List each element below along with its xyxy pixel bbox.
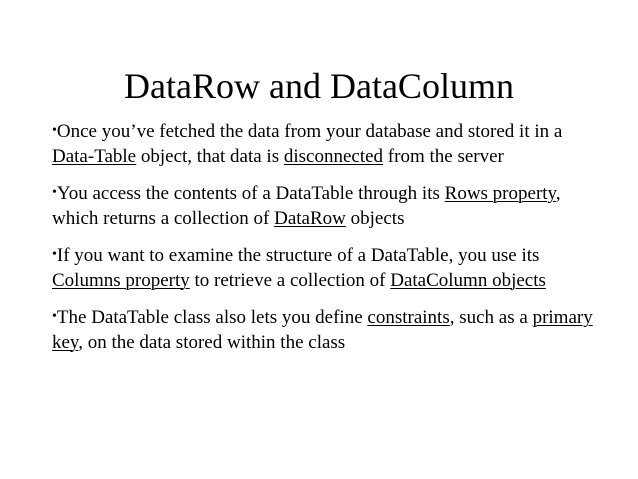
bullet-item-rows-property [52, 181, 597, 231]
data-table-term-link[interactable]: Data-Table [52, 145, 137, 167]
bullet-text: Once you’ve fetched the data from your database and stored it in a [56, 121, 563, 142]
bullet-marker: • [52, 309, 57, 324]
bullet-text: , such as a [449, 307, 533, 328]
bullet-list [52, 119, 597, 367]
bullet-item-constraints [52, 305, 597, 355]
bullet-text: The DataTable class also lets you define [56, 307, 368, 328]
disconnected-term-link[interactable]: disconnected [283, 145, 384, 167]
datacolumn-objects-link[interactable]: DataColumn objects [390, 269, 546, 291]
bullet-marker: • [52, 123, 57, 138]
bullet-text: If you want to examine the structure of a DataTable, you use its [56, 245, 540, 266]
constraints-link[interactable]: constraints [367, 307, 450, 328]
bullet-item-fetched-data [52, 119, 597, 169]
bullet-text: to retrieve a collection of [189, 269, 391, 291]
bullet-text: , on the data stored within the class [78, 331, 346, 353]
bullet-text: , which returns a collection of [52, 183, 561, 229]
datarow-link[interactable]: DataRow [274, 207, 346, 229]
primary-key-link[interactable]: primary key [52, 307, 593, 353]
rows-property-link[interactable]: Rows property [444, 183, 556, 204]
bullet-text: objects [345, 207, 405, 229]
slide-title: DataRow and DataColumn [124, 66, 514, 106]
bullet-item-columns-property [52, 243, 597, 293]
bullet-text: object, that data is [136, 145, 284, 167]
bullet-text: from the server [383, 145, 504, 167]
columns-property-link[interactable]: Columns property [52, 269, 190, 291]
bullet-text: You access the contents of a DataTable through its [56, 183, 445, 204]
bullet-marker: • [52, 247, 57, 262]
bullet-marker: • [52, 185, 57, 200]
